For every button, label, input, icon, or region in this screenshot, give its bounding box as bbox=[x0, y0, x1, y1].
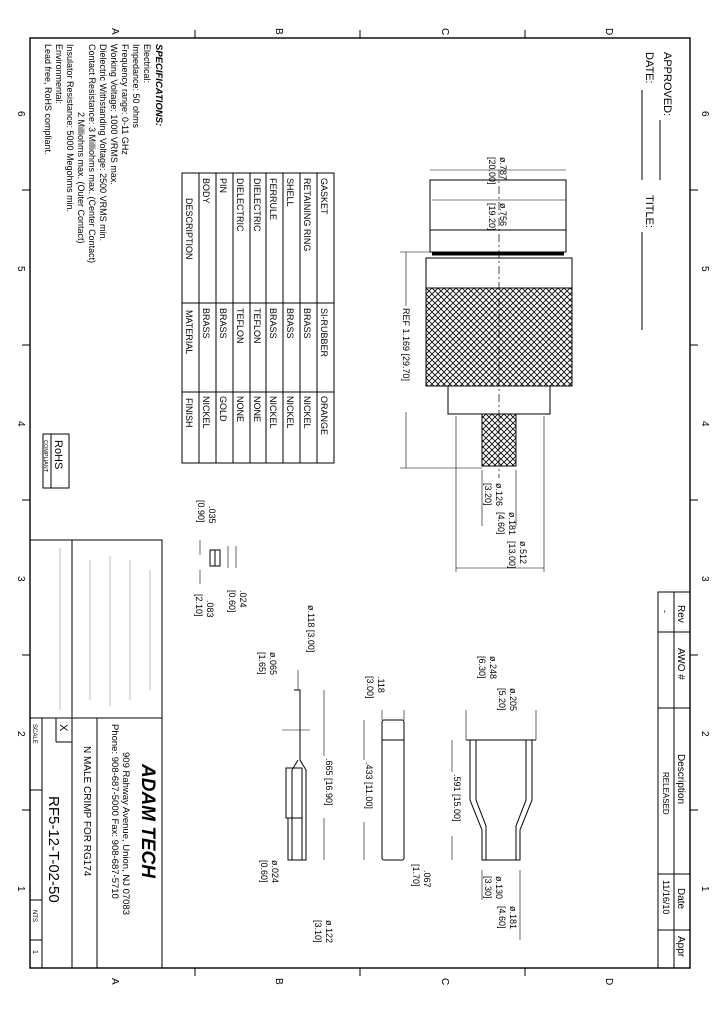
zone-letter-top-b: B bbox=[273, 28, 284, 35]
dim-181b-mm: [4.60] bbox=[497, 906, 507, 929]
approval-header bbox=[642, 52, 673, 330]
bom-cell: NONE bbox=[252, 396, 262, 423]
dim-126-mm: [3.20] bbox=[483, 483, 493, 506]
revision-table bbox=[658, 592, 690, 968]
zone-num-left-2: 2 bbox=[15, 731, 26, 737]
dim-512: ø.512 bbox=[518, 541, 528, 565]
zone-num-right-2: 2 bbox=[699, 731, 710, 737]
zone-num-left-5: 5 bbox=[15, 266, 26, 272]
rev-cell-rev: - bbox=[660, 610, 670, 613]
specs-title: SPECIFICATIONS: bbox=[153, 44, 164, 127]
rohs-badge bbox=[42, 434, 69, 488]
bom-cell: SI-RUBBER bbox=[319, 308, 329, 358]
zone-num-left-1: 1 bbox=[15, 886, 26, 892]
dim-591: .591 [15.00] bbox=[452, 774, 462, 822]
dim-122-mm: [3.10] bbox=[313, 920, 323, 943]
dim-181a: ø.181 bbox=[507, 512, 517, 536]
dim-248: ø.248 bbox=[488, 656, 498, 680]
zone-letter-top-a: A bbox=[109, 28, 120, 35]
rev-cell-date: 11/16/10 bbox=[661, 880, 671, 915]
bom-table bbox=[182, 173, 334, 463]
dim-512-mm: [13.00] bbox=[507, 541, 517, 569]
zone-num-right-5: 5 bbox=[699, 266, 710, 272]
dim-024b-mm: [0.60] bbox=[259, 860, 269, 883]
dim-024a: .024 bbox=[238, 590, 248, 608]
bom-header-finish: FINISH bbox=[184, 398, 194, 428]
dim-126: ø.126 bbox=[494, 483, 504, 507]
spec-line-6: Contact Resistance: 3 Milliohms max. (Center Contact) bbox=[87, 44, 97, 264]
zone-num-left-4: 4 bbox=[15, 421, 26, 427]
zone-num-right-1: 1 bbox=[699, 886, 710, 892]
dim-181a-mm: [4.60] bbox=[496, 512, 506, 535]
scale-value: NTS bbox=[31, 910, 37, 922]
part-number: RF5-12-T-02-50 bbox=[45, 796, 62, 903]
approved-label: APPROVED: bbox=[661, 52, 673, 117]
pin-detail bbox=[257, 605, 334, 943]
specifications-block bbox=[43, 44, 164, 263]
dim-433: .433 [11.00] bbox=[364, 762, 374, 809]
dim-122: ø.122 bbox=[324, 920, 334, 944]
dim-065: ø.065 bbox=[268, 652, 278, 676]
spec-line-1: Electrical: bbox=[142, 44, 152, 84]
dim-787-mm: [20.00] bbox=[487, 157, 497, 185]
bom-cell: GOLD bbox=[218, 396, 228, 422]
bom-cell: NICKEL bbox=[268, 396, 278, 429]
bom-cell: ORANGE bbox=[319, 396, 329, 436]
dim-ref-length: REF 1.169 [29.70] bbox=[401, 308, 411, 382]
bom-cell: NICKEL bbox=[302, 396, 312, 429]
date-label: DATE: bbox=[643, 52, 655, 84]
drawing-description: N MALE CRIMP FOR RG174 bbox=[81, 746, 92, 877]
bom-cell: PIN bbox=[218, 178, 228, 194]
dim-118b-mm: [3.00] bbox=[365, 676, 375, 699]
bom-cell: BRASS bbox=[218, 308, 228, 339]
bom-cell: TEFLON bbox=[235, 308, 245, 344]
spec-line-3: Frequency range: 0-11 GHz bbox=[120, 44, 130, 155]
zone-letter-bottom-c: C bbox=[439, 978, 450, 986]
bom-cell: RETAINING RING bbox=[302, 178, 312, 252]
spec-line-9: Environmental: bbox=[54, 44, 64, 105]
dim-118a: ø.118 [3.00] bbox=[306, 605, 316, 653]
dim-067: .067 bbox=[422, 870, 432, 888]
rev-cell-description: RELEASED bbox=[661, 772, 670, 815]
connector-assembly-view bbox=[398, 157, 572, 572]
bom-header-description: DESCRIPTION bbox=[184, 198, 194, 260]
bom-cell: TEFLON bbox=[252, 308, 262, 344]
company-name: ADAM TECH bbox=[137, 764, 158, 878]
spec-line-2: Impedance: 50 ohms bbox=[131, 44, 141, 129]
title-block bbox=[30, 540, 162, 968]
rev-header-date: Date bbox=[675, 888, 686, 910]
bom-cell: NICKEL bbox=[285, 396, 295, 429]
insulator-detail bbox=[194, 500, 248, 618]
dim-787: ø.787 bbox=[498, 157, 508, 181]
dielectric-detail bbox=[358, 676, 432, 888]
bom-cell: DIELECTRIC bbox=[235, 178, 245, 232]
dim-130: ø.130 bbox=[494, 876, 504, 900]
dim-024a-mm: [0.60] bbox=[227, 590, 237, 613]
dim-205: ø.205 bbox=[508, 688, 518, 712]
rohs-text: RoHS bbox=[52, 440, 64, 470]
bom-header-material: MATERIAL bbox=[184, 310, 194, 355]
zone-num-right-4: 4 bbox=[699, 421, 710, 427]
dim-024b: ø.024 bbox=[270, 860, 280, 884]
bom-cell: NONE bbox=[235, 396, 245, 423]
zone-num-right-6: 6 bbox=[699, 111, 710, 117]
zone-num-right-3: 3 bbox=[699, 576, 710, 582]
sheet-number: 1 bbox=[31, 950, 38, 954]
x-mark: X bbox=[57, 724, 69, 732]
dim-067-mm: [1.70] bbox=[411, 864, 421, 887]
dim-035: .035 bbox=[207, 506, 217, 524]
title-label: TITLE: bbox=[643, 195, 655, 229]
rev-header-awo: AWO # bbox=[675, 648, 686, 680]
dim-756: ø.756 bbox=[498, 203, 508, 227]
scale-label: SCALE bbox=[31, 724, 37, 744]
zone-num-left-6: 6 bbox=[15, 111, 26, 117]
dim-130-mm: [3.30] bbox=[483, 876, 493, 899]
dim-248-mm: [6.30] bbox=[477, 656, 487, 679]
zone-letter-top-c: C bbox=[439, 28, 450, 36]
dim-665: .665 [16.90] bbox=[324, 758, 334, 806]
spec-line-10: Lead free, RoHS compliant. bbox=[43, 44, 53, 155]
spec-line-8: Insulator Resistance: 5000 Megohms min. bbox=[65, 44, 75, 213]
zone-letter-bottom-d: D bbox=[603, 978, 614, 986]
rev-header-rev: Rev bbox=[675, 605, 686, 623]
zone-num-left-3: 3 bbox=[15, 576, 26, 582]
dim-118b: .118 bbox=[376, 676, 386, 693]
dim-035-mm: [0.90] bbox=[196, 500, 206, 523]
company-phone: Phone: 908-687-5000 Fax: 908-687-5710 bbox=[109, 724, 120, 899]
spec-line-7: 2 Milliohms max. (Outer Contact) bbox=[76, 112, 86, 244]
rev-header-appr: Appr bbox=[675, 936, 686, 958]
bom-cell: DIELECTRIC bbox=[252, 178, 262, 232]
rohs-compliant-text: COMPLIANT bbox=[42, 440, 48, 473]
zone-letter-top-d: D bbox=[603, 28, 614, 36]
bom-cell: BODY bbox=[201, 178, 211, 204]
zone-letter-bottom-b: B bbox=[273, 978, 284, 985]
ferrule-detail bbox=[446, 656, 536, 940]
tolerance-block bbox=[60, 548, 150, 710]
bom-cell: FERRULE bbox=[268, 178, 278, 221]
spec-line-4: Working Voltage: 1000 VRMS max. bbox=[109, 44, 119, 185]
bom-cell: GASKET bbox=[319, 178, 329, 215]
bom-cell: BRASS bbox=[201, 308, 211, 339]
bom-cell: BRASS bbox=[285, 308, 295, 339]
rev-header-description: Description bbox=[675, 754, 686, 805]
bom-cell: NICKEL bbox=[201, 396, 211, 429]
dim-181b: ø.181 bbox=[508, 906, 518, 930]
spec-line-5: Dielectric Withstanding Voltage: 2500 VRMS min. bbox=[98, 44, 108, 242]
bom-cell: SHELL bbox=[285, 178, 295, 207]
company-address: 909 Rahway Avenue, Union, NJ 07083 bbox=[120, 752, 131, 916]
dim-083: .083 bbox=[205, 600, 215, 618]
dim-756-mm: [19.20] bbox=[487, 203, 497, 231]
dim-205-mm: [5.20] bbox=[497, 688, 507, 711]
bom-cell: BRASS bbox=[302, 308, 312, 339]
dim-065-mm: [1.65] bbox=[257, 652, 267, 675]
bom-cell: BRASS bbox=[268, 308, 278, 339]
zone-letter-bottom-a: A bbox=[109, 978, 120, 985]
zone-letters bbox=[109, 28, 614, 985]
dim-083-mm: [2.10] bbox=[194, 594, 204, 617]
